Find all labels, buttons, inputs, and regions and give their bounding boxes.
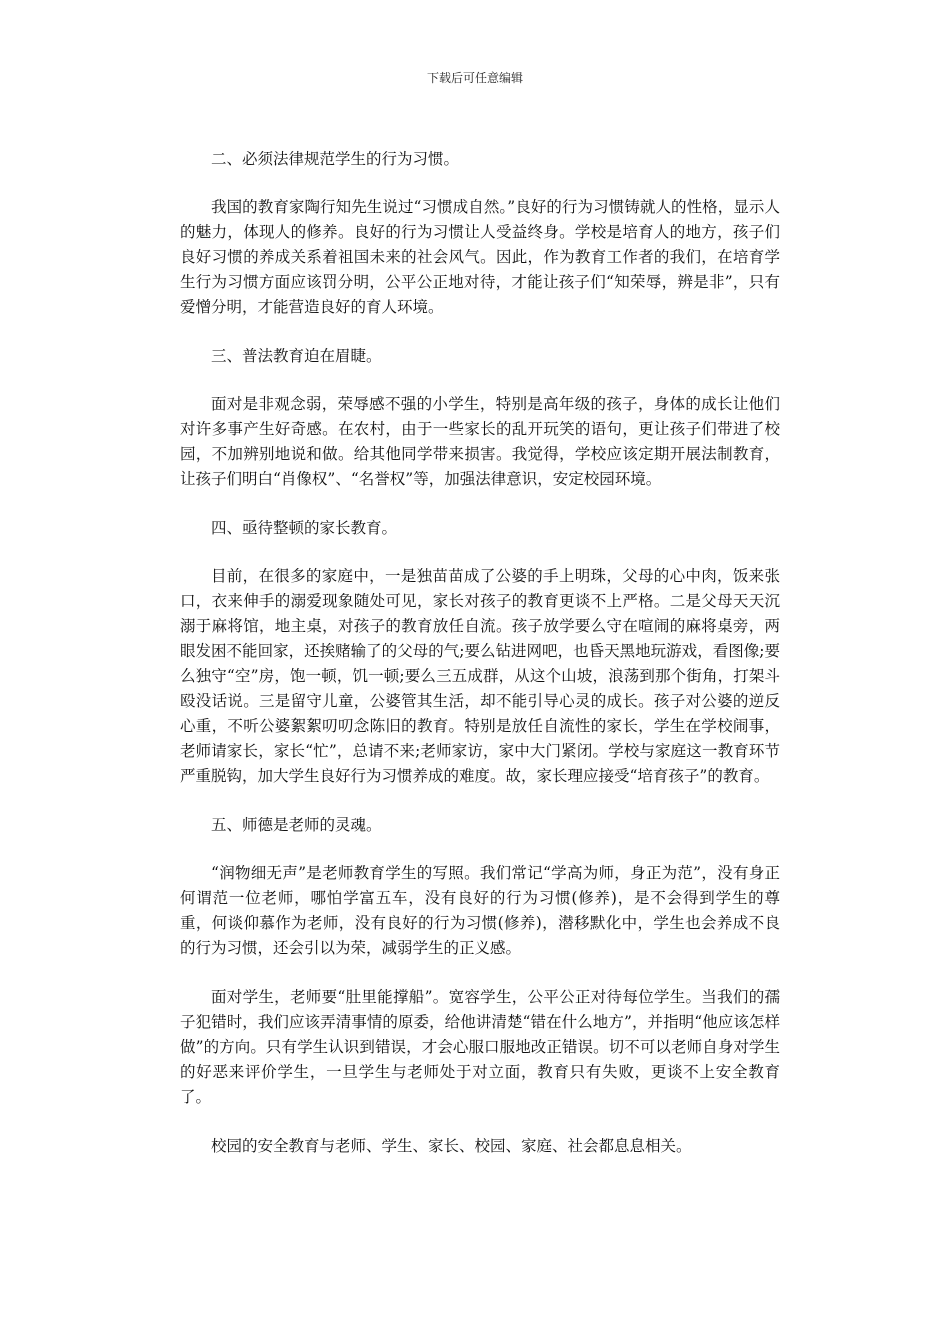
section-paragraph: 面对是非观念弱，荣辱感不强的小学生，特别是高年级的孩子，身体的成长让他们对许多事产生好奇感。在农村，由于一些家长的乱开玩笑的语句，更让孩子们带进了校园，不加辨别地说和做。给其他同学带来损害。我觉得，学校应该定期开展法制教育，让孩子们明白“肖像权”、“名誉权”等，加强法律意识，安定校园环境。: [180, 395, 780, 488]
section-heading-3: 三、普法教育迫在眉睫。: [211, 347, 382, 365]
section-heading-4: 四、亟待整顿的家长教育。: [211, 519, 398, 537]
section-paragraph: 我国的教育家陶行知先生说过“习惯成自然。”良好的行为习惯铸就人的性格，显示人的魅力，体现人的修养。良好的行为习惯让人受益终身。学校是培育人的地方，孩子们良好习惯的养成关系着祖国未来的社会风气。因此，作为教育工作者的我们，在培育学生行为习惯方面应该罚分明，公平公正地对待，才能让孩子们“知荣辱，辨是非”，只有爱憎分明，才能营造良好的育人环境。: [180, 198, 780, 316]
section-paragraph: 面对学生，老师要“肚里能撑船”。宽容学生，公平公正对待每位学生。当我们的孺子犯错时，我们应该弄清事情的原委，给他讲清楚“错在什么地方”，并指明“他应该怎样做”的方向。只有学生认识到错误，才会心服口服地改正错误。切不可以老师自身对学生的好恶来评价学生，一旦学生与老师处于对立面，教育只有失败，更谈不上安全教育了。: [180, 988, 780, 1106]
section-paragraph: 目前，在很多的家庭中，一是独苗苗成了公婆的手上明珠，父母的心中肉，饭来张口，衣来伸手的溺爱现象随处可见，家长对孩子的教育更谈不上严格。二是父母天天沉溺于麻将馆，地主桌，对孩子的教育放任自流。孩子放学要么守在喧闹的麻将桌旁，两眼发困不能回家，还挨赌输了的父母的气;要么钻进网吧，也昏天黑地玩游戏，看图像;要么独守“空”房，饱一顿，饥一顿;要么三五成群，从这个山坡，浪荡到那个街角，打架斗殴没话说。三是留守儿童，公婆管其生活，却不能引导心灵的成长。孩子对公婆的逆反心重，不听公婆絮絮叨叨念陈旧的教育。特别是放任自流性的家长，学生在学校闹事，老师请家长，家长“忙”，总请不来;老师家访，家中大门紧闭。学校与家庭这一教育环节严重脱钩，加大学生良好行为习惯养成的难度。故，家长理应接受“培育孩子”的教育。: [180, 567, 780, 785]
section-heading-2: 二、必须法律规范学生的行为习惯。: [211, 150, 460, 168]
closing-paragraph: 校园的安全教育与老师、学生、家长、校园、家庭、社会都息息相关。: [211, 1137, 692, 1155]
document-body: [180, 147, 780, 1159]
section-heading-5: 五、师德是老师的灵魂。: [211, 816, 382, 834]
section-paragraph: “润物细无声”是老师教育学生的写照。我们常记“学高为师，身正为范”，没有身正何谓范一位老师，哪怕学富五车，没有良好的行为习惯(修养)，是不会得到学生的尊重，何谈仰慕作为老师，没有良好的行为习惯(修养)，潜移默化中，学生也会养成不良的行为习惯，还会引以为荣，减弱学生的正义感。: [180, 864, 780, 957]
page-header: 下载后可任意编辑: [426, 71, 523, 85]
